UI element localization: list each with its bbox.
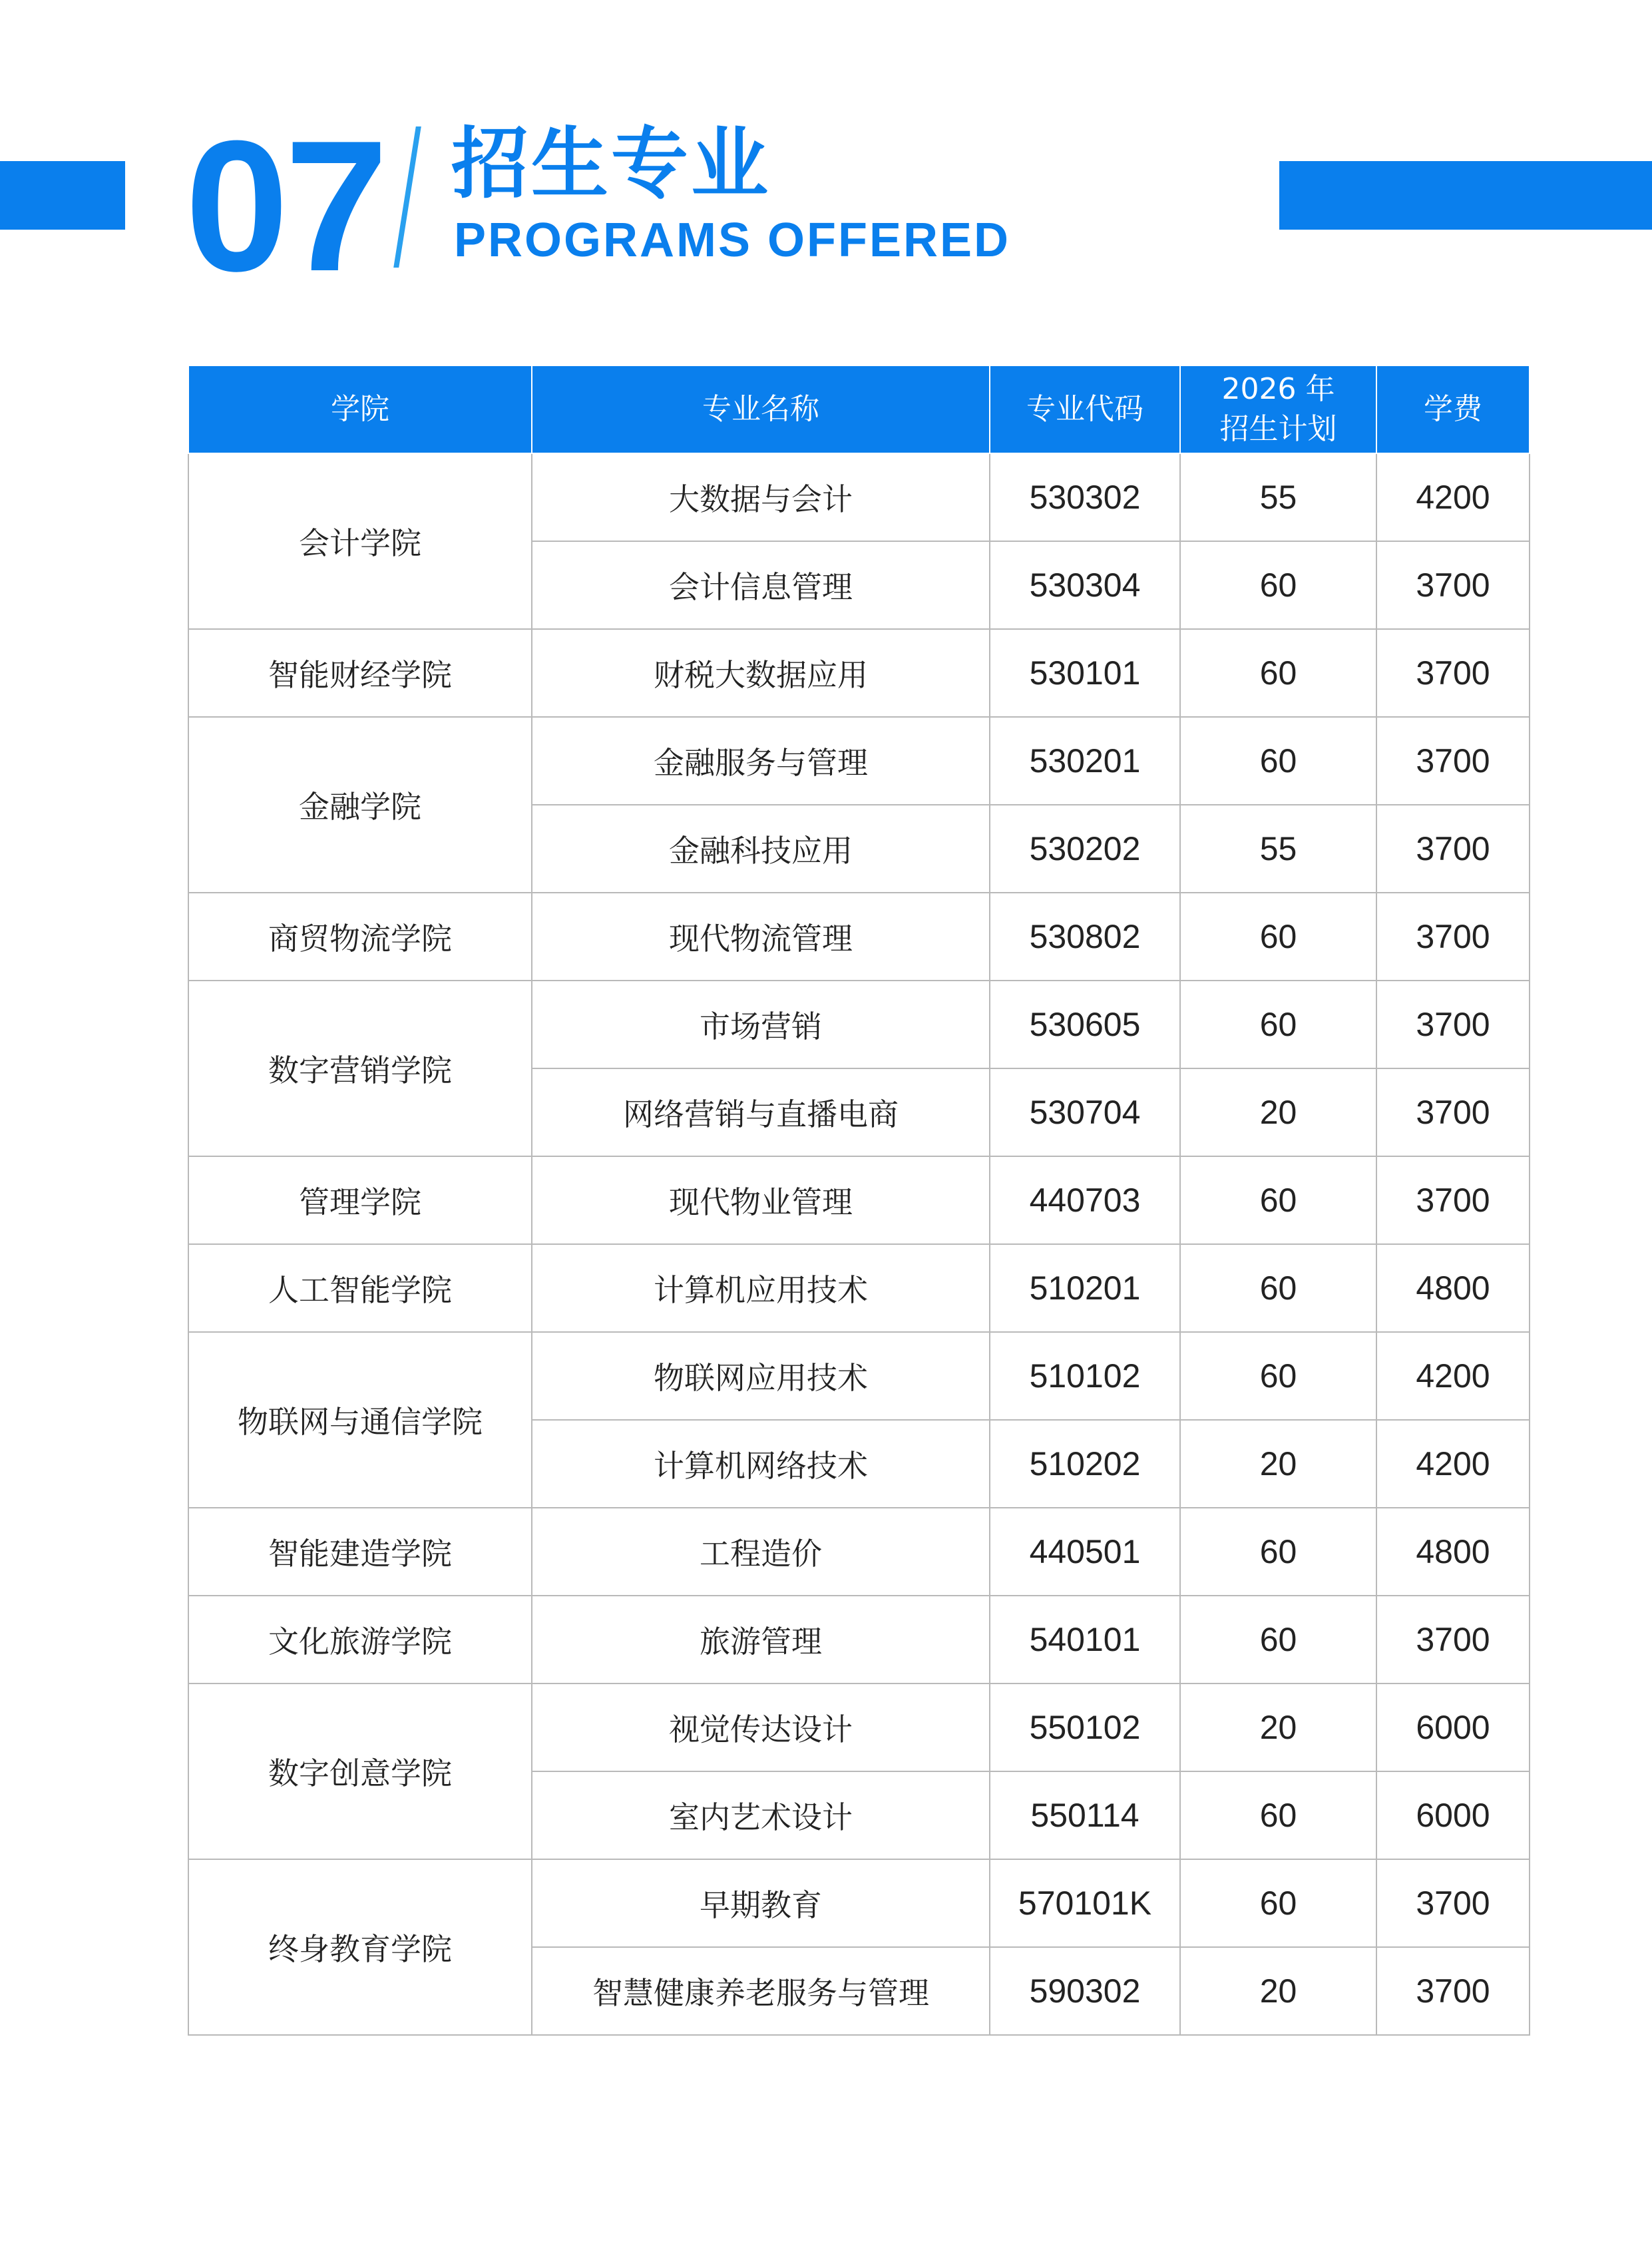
college-cell: 管理学院 [188,1156,532,1244]
page-title: 招生专业 [451,119,771,209]
program-code-cell: 440501 [990,1508,1180,1596]
enrollment-plan-cell: 20 [1180,1683,1376,1771]
program-name-cell: 金融科技应用 [532,805,990,893]
program-name-cell: 会计信息管理 [532,541,990,629]
program-name-cell: 视觉传达设计 [532,1683,990,1771]
program-name-cell: 物联网应用技术 [532,1332,990,1420]
tuition-fee-cell: 6000 [1376,1683,1530,1771]
college-cell: 数字营销学院 [188,981,532,1156]
tuition-fee-cell: 4800 [1376,1508,1530,1596]
enrollment-plan-cell: 60 [1180,1771,1376,1859]
enrollment-plan-cell: 60 [1180,541,1376,629]
enrollment-plan-cell: 60 [1180,1859,1376,1947]
college-cell: 金融学院 [188,717,532,893]
college-cell: 商贸物流学院 [188,893,532,981]
college-cell: 人工智能学院 [188,1244,532,1332]
table-row [188,453,1530,541]
table-row [188,1596,1530,1683]
tuition-fee-cell: 4200 [1376,1332,1530,1420]
col-fee: 学费 [1376,365,1530,453]
college-cell: 数字创意学院 [188,1683,532,1859]
tuition-fee-cell: 3700 [1376,1068,1530,1156]
table-row [188,717,1530,805]
program-code-cell: 550114 [990,1771,1180,1859]
table-row [188,981,1530,1068]
enrollment-plan-cell: 20 [1180,1420,1376,1508]
program-name-cell: 智慧健康养老服务与管理 [532,1947,990,2035]
college-cell: 文化旅游学院 [188,1596,532,1683]
tuition-fee-cell: 3700 [1376,541,1530,629]
program-name-cell: 现代物流管理 [532,893,990,981]
col-college: 学院 [188,365,532,453]
page-subtitle: PROGRAMS OFFERED [454,214,1011,267]
program-code-cell: 530101 [990,629,1180,717]
col-plan-line2: 招生计划 [1219,412,1337,446]
tuition-fee-cell: 3700 [1376,1596,1530,1683]
program-name-cell: 财税大数据应用 [532,629,990,717]
program-name-cell: 计算机应用技术 [532,1244,990,1332]
table-body [188,453,1530,2035]
enrollment-plan-cell: 60 [1180,1332,1376,1420]
table-row [188,1332,1530,1420]
programs-table [188,365,1530,2036]
program-code-cell: 530202 [990,805,1180,893]
college-cell: 会计学院 [188,453,532,629]
program-code-cell: 510201 [990,1244,1180,1332]
program-name-cell: 室内艺术设计 [532,1771,990,1859]
program-code-cell: 530704 [990,1068,1180,1156]
col-plan-line1: 2026 年 [1221,372,1335,406]
tuition-fee-cell: 3700 [1376,1859,1530,1947]
enrollment-plan-cell: 55 [1180,805,1376,893]
table-row [188,1859,1530,1947]
section-number: 07 [185,103,385,310]
college-cell: 智能建造学院 [188,1508,532,1596]
college-cell: 智能财经学院 [188,629,532,717]
table-row [188,629,1530,717]
title-divider [393,126,421,268]
enrollment-plan-cell: 60 [1180,629,1376,717]
tuition-fee-cell: 3700 [1376,805,1530,893]
enrollment-plan-cell: 55 [1180,453,1376,541]
program-code-cell: 530605 [990,981,1180,1068]
program-code-cell: 510102 [990,1332,1180,1420]
enrollment-plan-cell: 20 [1180,1068,1376,1156]
enrollment-plan-cell: 60 [1180,1508,1376,1596]
col-program: 专业名称 [532,365,990,453]
program-code-cell: 510202 [990,1420,1180,1508]
program-code-cell: 590302 [990,1947,1180,2035]
program-name-cell: 早期教育 [532,1859,990,1947]
program-code-cell: 570101K [990,1859,1180,1947]
tuition-fee-cell: 4200 [1376,453,1530,541]
col-code: 专业代码 [990,365,1180,453]
table-row [188,1244,1530,1332]
tuition-fee-cell: 3700 [1376,1947,1530,2035]
table-row [188,1508,1530,1596]
tuition-fee-cell: 4800 [1376,1244,1530,1332]
enrollment-plan-cell: 60 [1180,893,1376,981]
program-name-cell: 现代物业管理 [532,1156,990,1244]
program-code-cell: 550102 [990,1683,1180,1771]
table-row [188,1683,1530,1771]
tuition-fee-cell: 3700 [1376,893,1530,981]
table-row [188,1156,1530,1244]
enrollment-plan-cell: 20 [1180,1947,1376,2035]
program-name-cell: 大数据与会计 [532,453,990,541]
tuition-fee-cell: 3700 [1376,981,1530,1068]
tuition-fee-cell: 3700 [1376,717,1530,805]
program-code-cell: 530302 [990,453,1180,541]
enrollment-plan-cell: 60 [1180,717,1376,805]
tuition-fee-cell: 6000 [1376,1771,1530,1859]
enrollment-plan-cell: 60 [1180,1156,1376,1244]
right-accent-bar [1279,161,1652,230]
table-row [188,893,1530,981]
program-name-cell: 工程造价 [532,1508,990,1596]
tuition-fee-cell: 4200 [1376,1420,1530,1508]
col-plan [1180,365,1376,453]
left-accent-bar [0,161,125,230]
program-code-cell: 530304 [990,541,1180,629]
enrollment-plan-cell: 60 [1180,1244,1376,1332]
program-code-cell: 530201 [990,717,1180,805]
college-cell: 物联网与通信学院 [188,1332,532,1508]
program-name-cell: 旅游管理 [532,1596,990,1683]
college-cell: 终身教育学院 [188,1859,532,2035]
program-name-cell: 网络营销与直播电商 [532,1068,990,1156]
program-name-cell: 金融服务与管理 [532,717,990,805]
enrollment-plan-cell: 60 [1180,981,1376,1068]
program-code-cell: 540101 [990,1596,1180,1683]
program-name-cell: 市场营销 [532,981,990,1068]
program-code-cell: 530802 [990,893,1180,981]
tuition-fee-cell: 3700 [1376,629,1530,717]
tuition-fee-cell: 3700 [1376,1156,1530,1244]
program-name-cell: 计算机网络技术 [532,1420,990,1508]
program-code-cell: 440703 [990,1156,1180,1244]
enrollment-plan-cell: 60 [1180,1596,1376,1683]
table-header-row [188,365,1530,453]
